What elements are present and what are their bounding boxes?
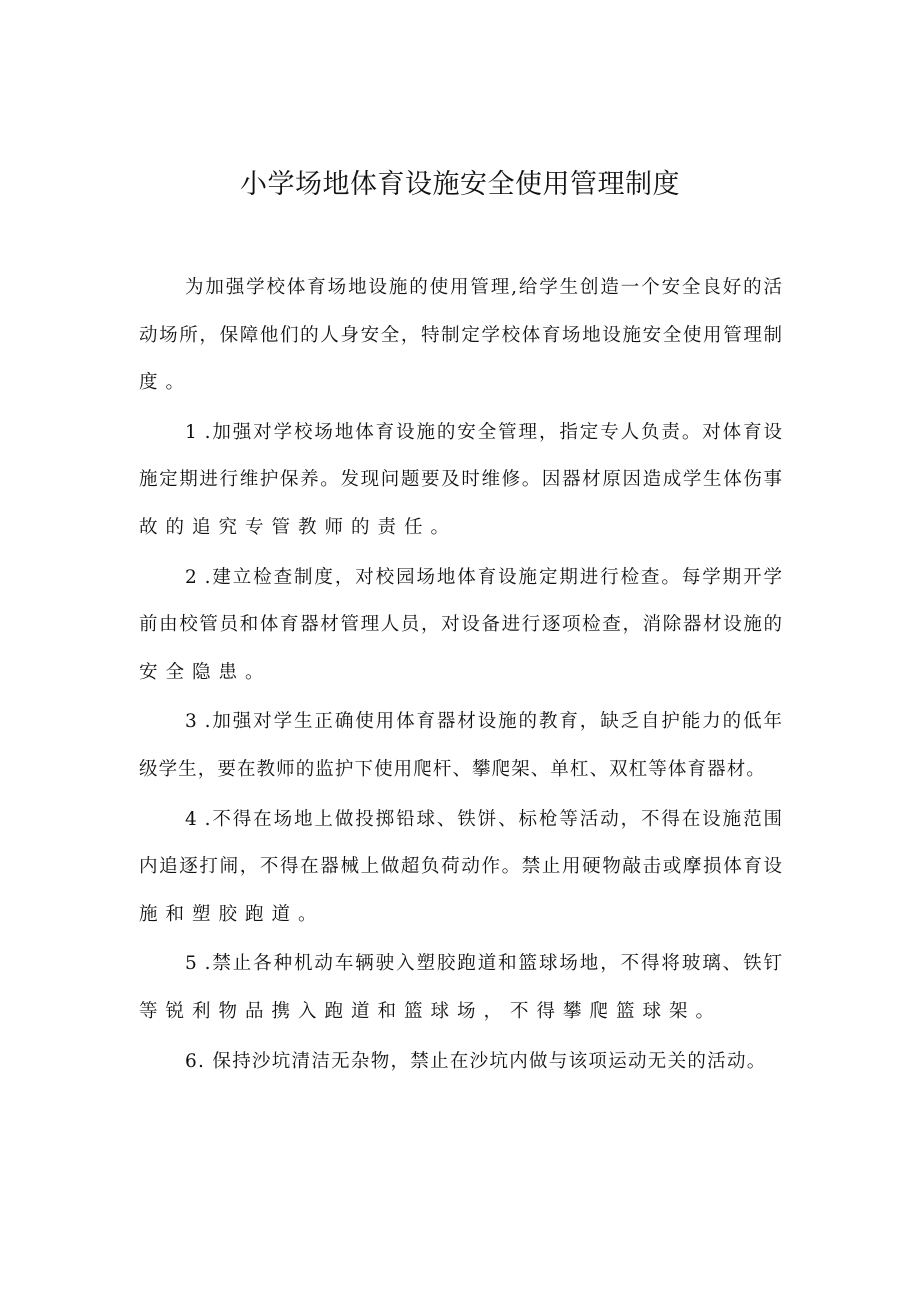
paragraph-line: 5 .禁止各种机动车辆驶入塑胶跑道和篮球场地，不得将玻璃、铁钉 <box>185 953 782 975</box>
document-title: 小学场地体育设施安全使用管理制度 <box>240 169 680 200</box>
paragraph <box>139 698 782 793</box>
paragraph <box>139 1038 782 1086</box>
paragraph-line: 动场所，保障他们的人身安全，特制定学校体育场地设施安全使用管理制 <box>139 324 782 346</box>
paragraph <box>139 554 782 697</box>
paragraph-line: 内追逐打闹，不得在器械上做超负荷动作。禁止用硬物敲击或摩损体育设 <box>139 856 782 878</box>
paragraph-line: 施定期进行维护保养。发现问题要及时维修。因器材原因造成学生体伤事 <box>139 469 782 491</box>
paragraph-line: 为加强学校体育场地设施的使用管理,给学生创造一个安全良好的活 <box>185 277 782 298</box>
paragraph-line: 前由校管员和体育器材管理人员，对设备进行逐项检查，消除器材设施的 <box>139 614 782 636</box>
paragraph <box>139 264 782 407</box>
paragraph-line: 故的追究专管教师的责任。 <box>139 516 458 538</box>
paragraph-line: 等锐利物品携入跑道和篮球场，不得攀爬篮球架。 <box>139 1000 723 1022</box>
paragraph-line: 3 .加强对学生正确使用体育器材设施的教育，缺乏自护能力的低年 <box>185 711 782 733</box>
paragraph-line: 4 .不得在场地上做投掷铅球、铁饼、标枪等活动，不得在设施范围 <box>185 808 782 830</box>
paragraph-line: 度。 <box>139 372 193 394</box>
paragraph-line: 1 .加强对学校场地体育设施的安全管理，指定专人负责。对体育设 <box>185 421 782 443</box>
paragraph-line: 施和塑胶跑道。 <box>139 903 325 925</box>
paragraph <box>139 940 782 1035</box>
paragraph-line: 2 .建立检查制度，对校园场地体育设施定期进行检查。每学期开学 <box>185 566 782 588</box>
paragraph-line: 6. 保持沙坑清洁无杂物，禁止在沙坑内做与该项运动无关的活动。 <box>185 1050 767 1072</box>
document-body <box>139 264 782 1087</box>
paragraph-line: 级学生，要在教师的监护下使用爬杆、攀爬架、单杠、双杠等体育器材。 <box>139 758 766 780</box>
paragraph <box>139 796 782 939</box>
paragraph-line: 安全隐患。 <box>139 661 272 683</box>
paragraph <box>139 409 782 552</box>
